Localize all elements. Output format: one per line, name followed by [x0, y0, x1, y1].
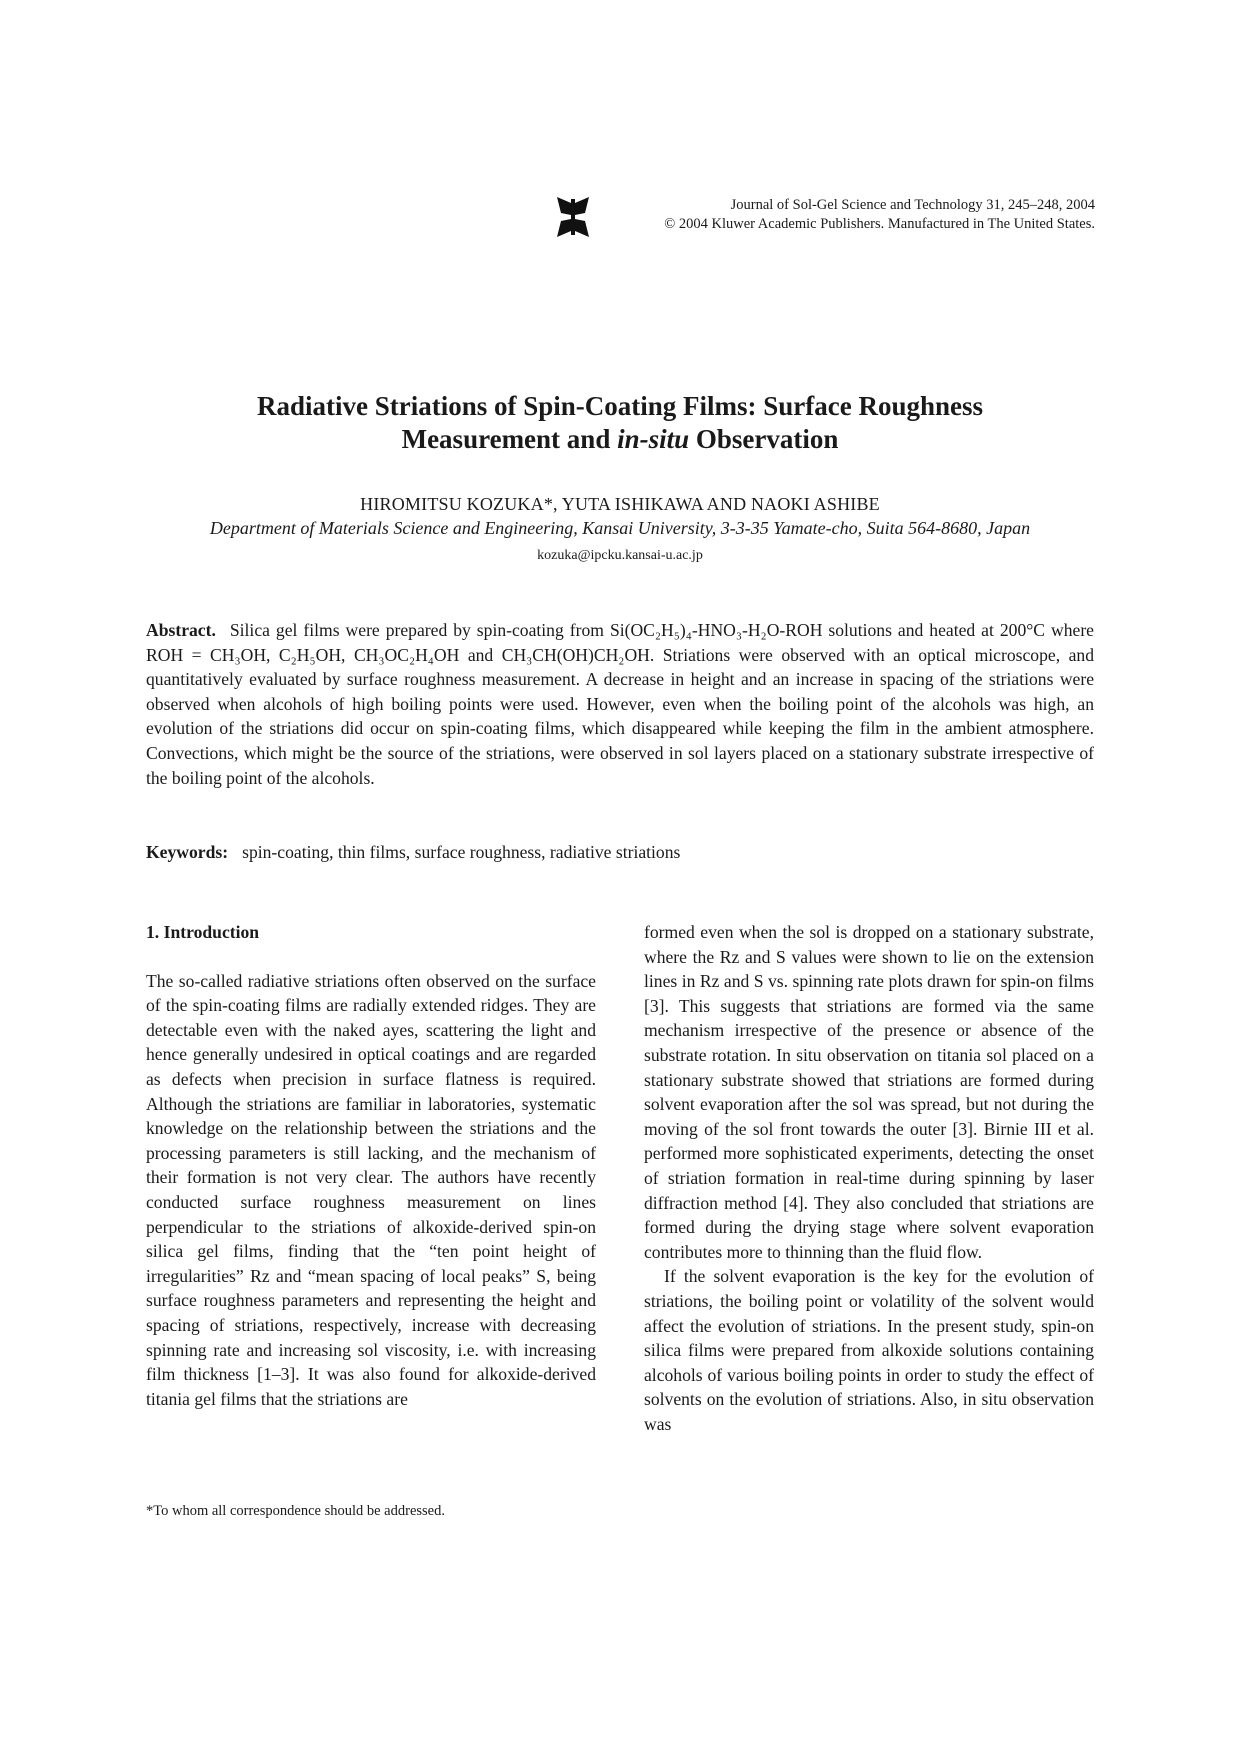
title-line-2-pre: Measurement and: [401, 424, 618, 454]
publisher-logo-icon: [555, 195, 591, 239]
journal-header: [555, 195, 1095, 239]
intro-paragraph-1: The so-called radiative striations often observed on the surface of the spin-coating films are radially extended ridges. They are detectable even with the naked ayes, scattering the light and hence generally undesired in optical coatings and are regarded as defects when precision in surface flatness is required. Although the striations are familiar in laboratories, systematic knowledge on the relationship between the striations and the processing parameters is still lacking, and the mechanism of their formation is not very clear. The authors have recently conducted surface roughness measurement on lines perpendicular to the striations of alkoxide-derived spin-on silica gel films, finding that the “ten point height of irregularities” Rz and “mean spacing of local peaks” S, being surface roughness parameters and representing the height and spacing of striations, respectively, increase with decreasing spinning rate and increasing sol viscosity, i.e. with increasing film thickness [1–3]. It was also found for alkoxide-derived titania gel films that the striations are: [146, 970, 596, 1409]
abstract: [146, 618, 1094, 790]
keywords-label: Keywords:: [146, 842, 229, 862]
title-line-2-italic: in-situ: [617, 424, 690, 454]
right-column: [644, 920, 1094, 1436]
paper-title: [150, 390, 1090, 456]
footnote: *To whom all correspondence should be addressed.: [146, 1503, 445, 1519]
journal-citation: Journal of Sol-Gel Science and Technology 31, 245–248, 2004: [730, 197, 1095, 213]
abstract-label: Abstract.: [146, 620, 216, 640]
left-column: [146, 920, 596, 1411]
keywords-text: spin-coating, thin films, surface roughness, radiative striations: [242, 842, 681, 862]
title-line-2: [150, 423, 1090, 456]
intro-paragraph-1-cont: formed even when the sol is dropped on a stationary substrate, where the Rz and S values were shown to lie on the extension lines in Rz and S vs. spinning rate plots drawn for spin-on films [3]. This suggests that striations are formed via the same mechanism irrespective of the presence or absence of the substrate rotation. In situ observation on titania sol placed on a stationary substrate showed that striations are formed during solvent evaporation after the sol was spread, but not during the moving of the sol front towards the outer [3]. Birnie III et al. performed more sophisticated experiments, detecting the onset of striation formation in real-time during spinning by laser diffraction method [4]. They also concluded that striations are formed during the drying stage where solvent evaporation contributes more to thinning than the fluid flow.: [644, 922, 1094, 1262]
section-heading-introduction: 1. Introduction: [146, 922, 260, 942]
intro-paragraph-2: If the solvent evaporation is the key for the evolution of striations, the boiling point or volatility of the solvent would affect the evolution of striations. In the present study, spin-on silica films were prepared from alkoxide solutions containing alcohols of various boiling points in order to study the effect of solvents on the evolution of striations. Also, in situ observation was: [644, 1266, 1094, 1434]
affiliation: Department of Materials Science and Engineering, Kansai University, 3-3-35 Yamate-cho, Suita 564-8680, Japan: [209, 518, 1031, 538]
author-email: kozuka@ipcku.kansai-u.ac.jp: [537, 548, 703, 563]
abstract-text: Silica gel films were prepared by spin-coating from Si(OC₂H₅)₄-HNO₃-H₂O-ROH solutions and heated at 200°C where ROH = CH₃OH, C₂H₅OH, CH₃OC₂H₄OH and CH₃CH(OH)CH₂OH. Striations were observed with an optical microscope, and quantitatively evaluated by surface roughness measurement. A decrease in height and an increase in spacing of the striations were observed when alcohols of high boiling points were used. However, even when the boiling point of the alcohols was high, an evolution of the striations did occur on spin-coating films, which disappeared while keeping the film in the ambient atmosphere. Convections, which might be the source of the striations, were observed in sol layers placed on a stationary substrate irrespective of the boiling point of the alcohols.: [146, 620, 1094, 788]
title-line-2-post: Observation: [689, 424, 839, 454]
title-line-1: Radiative Striations of Spin-Coating Films: Surface Roughness: [256, 391, 984, 421]
copyright-line: © 2004 Kluwer Academic Publishers. Manufactured in The United States.: [664, 216, 1095, 232]
authors: HIROMITSU KOZUKA*, YUTA ISHIKAWA AND NAOKI ASHIBE: [360, 494, 880, 514]
keywords: [146, 842, 1094, 863]
